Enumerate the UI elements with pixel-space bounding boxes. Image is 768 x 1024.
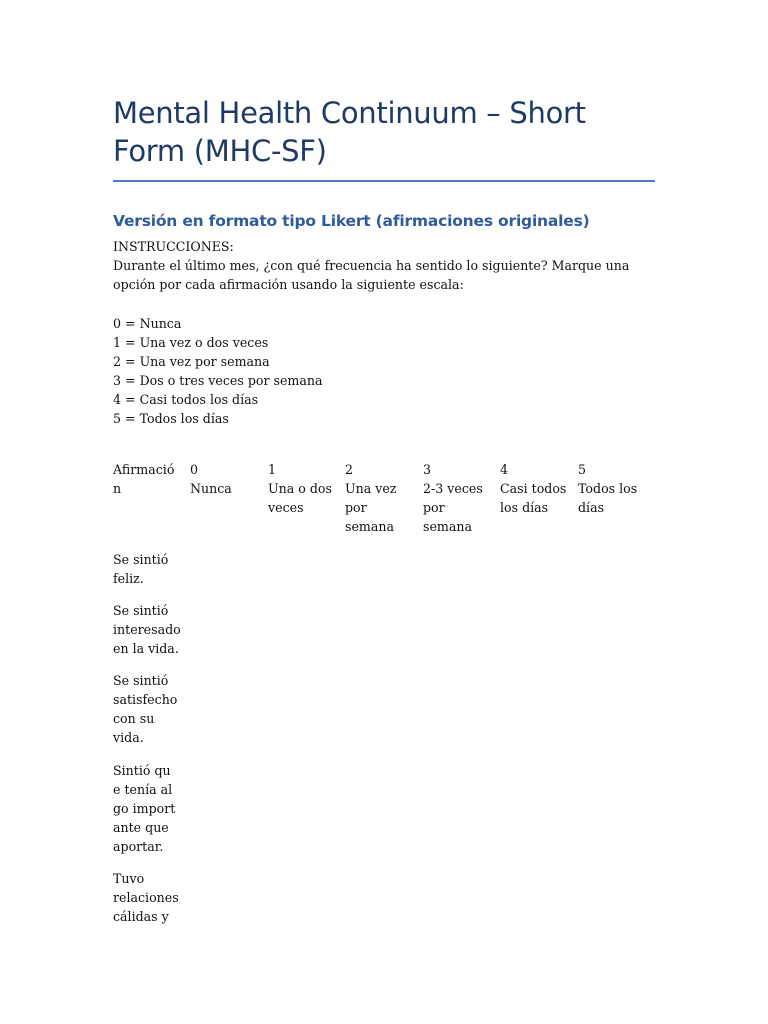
header-statement-label: Afirmación — [113, 462, 175, 496]
header-col-5 — [578, 460, 644, 517]
statement-row: Se sintió interesado en la vida. — [113, 603, 181, 656]
header-col-label: Nunca — [190, 481, 232, 496]
header-statement — [113, 460, 179, 498]
document-title: Mental Health Continuum – Short Form (MHC-SF) — [113, 96, 586, 168]
instructions-block — [113, 237, 655, 294]
header-col-number: 3 — [423, 462, 432, 477]
header-col-number: 2 — [345, 462, 354, 477]
scale-item: 1 = Una vez o dos veces — [113, 335, 269, 350]
response-scale — [113, 314, 655, 428]
scale-item: 2 = Una vez por semana — [113, 354, 270, 369]
header-col-0 — [190, 460, 260, 498]
statement-row: Se sintió feliz. — [113, 552, 169, 586]
scale-item: 0 = Nunca — [113, 316, 182, 331]
header-col-label: Una vez por semana — [345, 481, 397, 534]
header-col-4 — [500, 460, 568, 517]
scale-item: 3 = Dos o tres veces por semana — [113, 373, 323, 388]
scale-item: 5 = Todos los días — [113, 411, 229, 426]
scale-item: 4 = Casi todos los días — [113, 392, 259, 407]
section-subtitle: Versión en formato tipo Likert (afirmaciones originales) — [113, 212, 590, 230]
header-col-number: 4 — [500, 462, 509, 477]
title-divider — [113, 180, 655, 182]
header-col-label: Todos los días — [578, 481, 638, 515]
header-col-1 — [268, 460, 334, 517]
instructions-label: INSTRUCCIONES: — [113, 239, 234, 254]
header-col-number: 1 — [268, 462, 277, 477]
header-col-label: Casi todos los días — [500, 481, 567, 515]
header-col-3 — [423, 460, 489, 536]
instructions-text: Durante el último mes, ¿con qué frecuencia ha sentido lo siguiente? Marque una opción por cada afirmación usando la siguiente escala: — [113, 258, 630, 292]
statement-row: Se sintió satisfecho con su vida. — [113, 673, 178, 745]
header-col-label: 2-3 veces por semana — [423, 481, 483, 534]
header-col-label: Una o dos veces — [268, 481, 332, 515]
statement-row: Sintió que tenía algo importante que aportar. — [113, 763, 176, 854]
header-col-number: 0 — [190, 462, 199, 477]
header-col-number: 5 — [578, 462, 587, 477]
header-col-2 — [345, 460, 405, 536]
statement-row: Tuvo relaciones cálidas y — [113, 871, 179, 924]
